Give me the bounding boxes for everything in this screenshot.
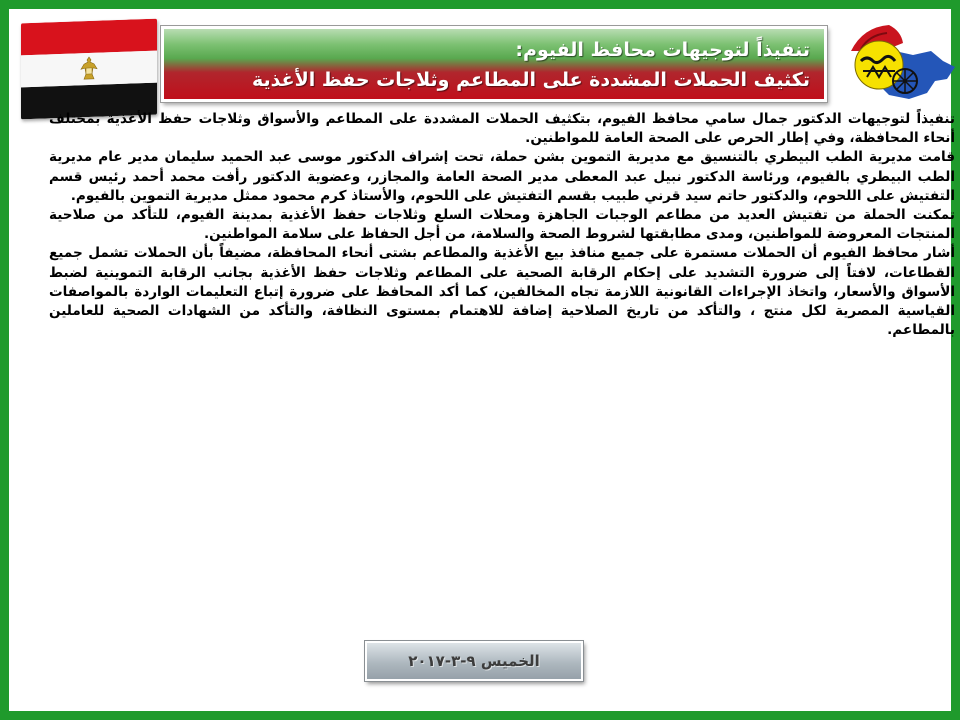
- date-label: الخميس ٩-٣-٢٠١٧: [408, 652, 540, 670]
- article-body: [49, 110, 955, 340]
- title-line-2: تكثيف الحملات المشددة على المطاعم وثلاجات حفظ الأغذية: [251, 69, 810, 91]
- title-banner: [161, 26, 827, 102]
- article-paragraph: أشار محافظ الفيوم أن الحملات مستمرة على جميع منافذ بيع الأغذية والمطاعم بشتى أنحاء المحافظة، مضيفاً بأن الحملات تشمل جميع القطاعات، لافتاً إلى ضرورة التشديد على إحكام الرقابة الصحية على المطاعم وثلاجات حفظ الأغذية بجانب الرقابة التموينية لضبط الأسواق والأسعار، واتخاذ الإجراءات القانونية اللازمة تجاه المخالفين، كما أكد المحافظ على ضرورة إتباع التعليمات الواردة بالمواصفات القياسية المصرية لكل منتج ، والتأكد من تاريخ الصلاحية إضافة للاهتمام بمستوى النظافة، والتأكد من الشهادات الصحية للعاملين بالمطاعم.: [49, 245, 955, 339]
- article-paragraph: قامت مديرية الطب البيطري بالتنسيق مع مديرية التموين بشن حملة، تحت إشراف الدكتور موسى عبد الحميد سليمان مدير عام مديرية الطب البيطري بالفيوم، ورئاسة الدكتور نبيل عبد المعطى مدير الصحة العامة والمجازر، وعضوية الدكتور رأفت محمد أحمد رئيس قسم التفتيش على اللحوم، والدكتور حاتم سيد قرني طبيب بقسم التفتيش على اللحوم، والأستاذ كرم محمود ممثل مديرية التموين بالفيوم.: [49, 149, 955, 204]
- fayoum-governorate-logo: [843, 21, 960, 109]
- article-paragraph: تنفيذاً لتوجيهات الدكتور جمال سامي محافظ الفيوم، بتكثيف الحملات المشددة على المطاعم والأسواق وثلاجات حفظ الأغذية بمختلف أنحاء المحافظة، وفي إطار الحرص على الصحة العامة للمواطنين.: [49, 111, 955, 147]
- date-box: [365, 641, 583, 681]
- title-line-1: تنفيذاً لتوجيهات محافظ الفيوم:: [515, 39, 810, 61]
- egypt-flag-icon: [21, 19, 157, 120]
- article-paragraph: تمكنت الحملة من تفتيش العديد من مطاعم الوجبات الجاهزة ومحلات السلع وثلاجات حفظ الأغذية بمدينة الفيوم، للتأكد من صلاحية المنتجات المعروضة للمواطنين، ومدى مطابقتها لشروط الصحة والسلامة، من أجل الحفاظ على سلامة المواطنين.: [49, 207, 955, 243]
